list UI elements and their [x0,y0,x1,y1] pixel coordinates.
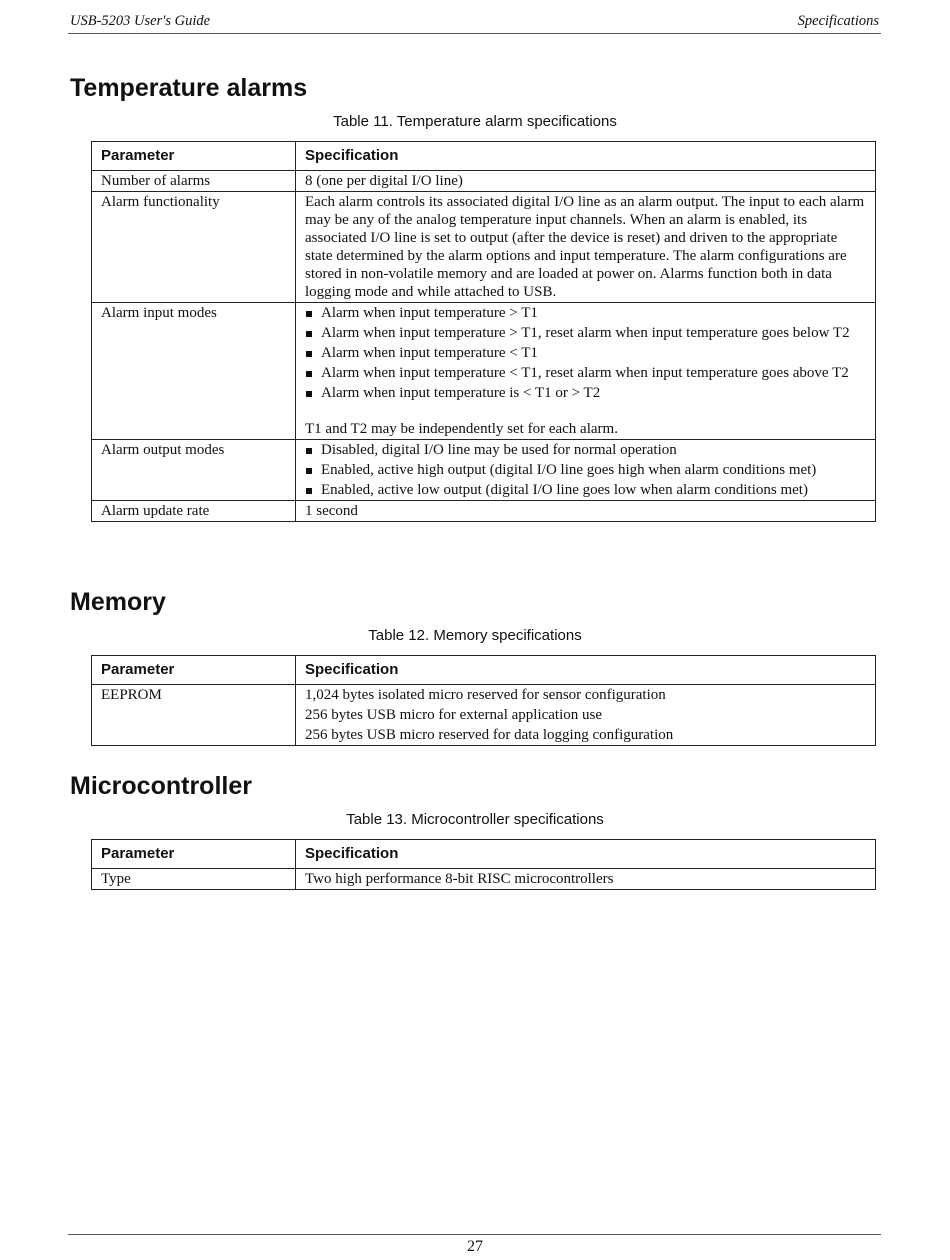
table-row [92,869,876,890]
spec-number-of-alarms: 8 (one per digital I/O line) [296,171,876,192]
column-header-specification: Specification [296,840,876,869]
table-row [92,192,876,303]
list-item: Enabled, active high output (digital I/O line goes high when alarm conditions met) [305,461,866,479]
column-header-specification: Specification [296,656,876,685]
list-item: Alarm when input temperature > T1 [305,304,866,322]
section-title-temperature-alarms: Temperature alarms [70,74,308,102]
section-title-memory: Memory [70,588,166,616]
header-section-name: Specifications [797,13,879,29]
column-header-parameter: Parameter [92,840,296,869]
table-header-row [92,840,876,869]
table-row [92,303,876,440]
temperature-alarm-table [91,141,876,522]
param-alarm-input-modes: Alarm input modes [92,303,296,440]
alarm-input-modes-note: T1 and T2 may be independently set for each alarm. [305,421,618,437]
column-header-specification: Specification [296,142,876,171]
list-item: Alarm when input temperature > T1, reset alarm when input temperature goes below T2 [305,324,866,342]
table-header-row [92,142,876,171]
table-row [92,171,876,192]
table-caption-memory: Table 12. Memory specifications [368,627,582,644]
table-caption-microcontroller: Table 13. Microcontroller specifications [346,811,604,828]
alarm-input-modes-list [305,304,866,402]
list-item: Alarm when input temperature is < T1 or > T2 [305,384,866,402]
spec-alarm-input-modes [296,303,876,440]
param-eeprom: EEPROM [92,685,296,746]
section-title-microcontroller: Microcontroller [70,772,252,800]
eeprom-line: 256 bytes USB micro for external application use [305,707,603,723]
param-number-of-alarms: Number of alarms [92,171,296,192]
footer-divider [68,1234,881,1235]
param-alarm-output-modes: Alarm output modes [92,440,296,501]
microcontroller-table [91,839,876,890]
eeprom-line: 256 bytes USB micro reserved for data logging configuration [305,727,674,743]
list-item: Alarm when input temperature < T1 [305,344,866,362]
memory-table [91,655,876,746]
spec-eeprom [296,685,876,746]
page-header [68,13,881,34]
header-document-title: USB-5203 User's Guide [70,13,211,29]
column-header-parameter: Parameter [92,142,296,171]
table-row [92,501,876,522]
param-type: Type [92,869,296,890]
table-header-row [92,656,876,685]
alarm-output-modes-list [305,441,866,499]
spec-alarm-update-rate: 1 second [296,501,876,522]
page-number: 27 [467,1238,483,1255]
spec-alarm-functionality: Each alarm controls its associated digital I/O line as an alarm output. The input to each alarm may be any of the analog temperature input channels. When an alarm is enabled, its associated I/O line is set to output (after the device is reset) and driven to the appropriate state determined by the alarm options and input temperature. The alarm configurations are stored in non-volatile memory and are loaded at power on. Alarms function both in data logging mode and while attached to USB. [296,192,876,303]
param-alarm-functionality: Alarm functionality [92,192,296,303]
table-row [92,685,876,746]
list-item: Alarm when input temperature < T1, reset alarm when input temperature goes above T2 [305,364,866,382]
list-item: Disabled, digital I/O line may be used for normal operation [305,441,866,459]
spec-alarm-output-modes [296,440,876,501]
column-header-parameter: Parameter [92,656,296,685]
table-caption-temperature-alarms: Table 11. Temperature alarm specifications [333,113,617,130]
eeprom-line: 1,024 bytes isolated micro reserved for sensor configuration [305,687,666,703]
table-row [92,440,876,501]
spec-type: Two high performance 8-bit RISC microcontrollers [296,869,876,890]
list-item: Enabled, active low output (digital I/O line goes low when alarm conditions met) [305,481,866,499]
param-alarm-update-rate: Alarm update rate [92,501,296,522]
